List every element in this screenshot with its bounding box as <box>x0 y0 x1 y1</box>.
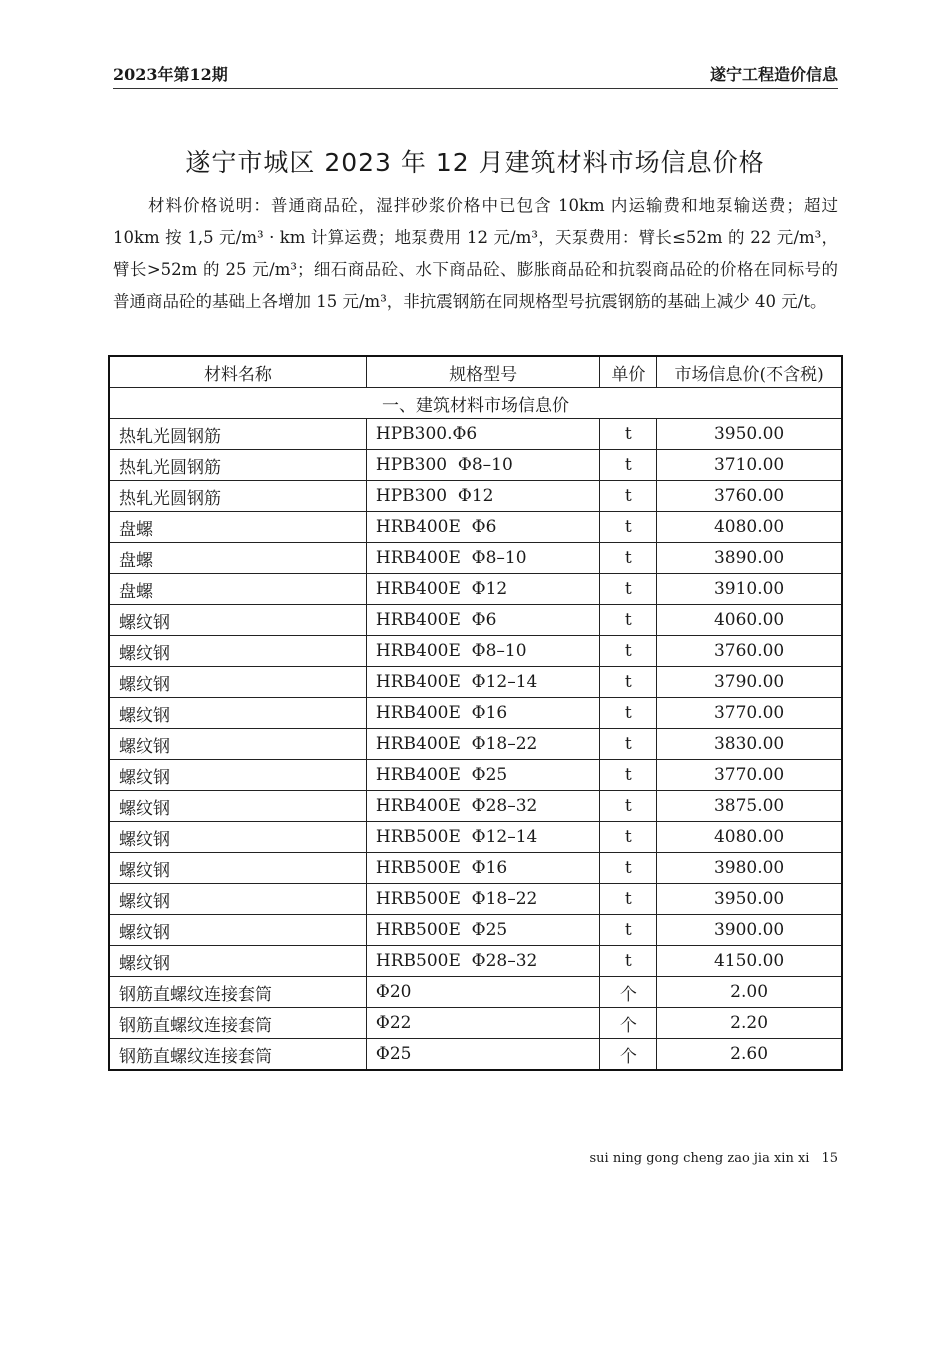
cell-unit: t <box>600 636 657 667</box>
cell-spec: Φ20 <box>366 977 600 1008</box>
cell-name: 螺纹钢 <box>109 729 366 760</box>
cell-price: 3830.00 <box>657 729 842 760</box>
table-row <box>109 853 842 884</box>
price-description <box>113 190 838 318</box>
cell-spec: HPB300 Φ8–10 <box>366 450 600 481</box>
cell-unit: t <box>600 667 657 698</box>
cell-price: 3900.00 <box>657 915 842 946</box>
table-row <box>109 419 842 450</box>
table-row <box>109 698 842 729</box>
cell-unit: t <box>600 698 657 729</box>
table-row <box>109 636 842 667</box>
cell-price: 3875.00 <box>657 791 842 822</box>
table-row <box>109 450 842 481</box>
cell-name: 螺纹钢 <box>109 605 366 636</box>
cell-name: 盘螺 <box>109 512 366 543</box>
table-row <box>109 1039 842 1071</box>
footer-pinyin: sui ning gong cheng zao jia xin xi <box>589 1151 810 1166</box>
cell-price: 3790.00 <box>657 667 842 698</box>
cell-spec: HRB400E Φ12 <box>366 574 600 605</box>
cell-spec: HRB500E Φ28–32 <box>366 946 600 977</box>
cell-name: 螺纹钢 <box>109 853 366 884</box>
cell-unit: 个 <box>600 977 657 1008</box>
cell-unit: 个 <box>600 1008 657 1039</box>
cell-spec: Φ25 <box>366 1039 600 1071</box>
cell-unit: t <box>600 729 657 760</box>
cell-unit: t <box>600 605 657 636</box>
cell-name: 螺纹钢 <box>109 698 366 729</box>
cell-spec: HRB400E Φ8–10 <box>366 543 600 574</box>
cell-price: 4080.00 <box>657 512 842 543</box>
table-row <box>109 822 842 853</box>
cell-name: 钢筋直螺纹连接套筒 <box>109 977 366 1008</box>
cell-name: 螺纹钢 <box>109 636 366 667</box>
cell-price: 2.00 <box>657 977 842 1008</box>
cell-price: 4080.00 <box>657 822 842 853</box>
cell-price: 3950.00 <box>657 884 842 915</box>
cell-name: 钢筋直螺纹连接套筒 <box>109 1008 366 1039</box>
cell-unit: t <box>600 481 657 512</box>
cell-spec: HRB400E Φ18–22 <box>366 729 600 760</box>
table-row <box>109 574 842 605</box>
page-number: 15 <box>821 1151 838 1166</box>
cell-spec: HRB500E Φ25 <box>366 915 600 946</box>
cell-price: 3770.00 <box>657 698 842 729</box>
table-row <box>109 1008 842 1039</box>
column-header-unit: 单价 <box>600 356 657 388</box>
cell-price: 3760.00 <box>657 636 842 667</box>
cell-name: 盘螺 <box>109 574 366 605</box>
cell-price: 4150.00 <box>657 946 842 977</box>
cell-spec: HRB400E Φ8–10 <box>366 636 600 667</box>
cell-name: 热轧光圆钢筋 <box>109 419 366 450</box>
cell-unit: 个 <box>600 1039 657 1071</box>
price-table <box>108 355 843 1071</box>
cell-unit: t <box>600 946 657 977</box>
table-row <box>109 884 842 915</box>
cell-spec: HRB400E Φ28–32 <box>366 791 600 822</box>
table-row <box>109 667 842 698</box>
cell-spec: HRB400E Φ12–14 <box>366 667 600 698</box>
cell-unit: t <box>600 884 657 915</box>
cell-name: 盘螺 <box>109 543 366 574</box>
cell-unit: t <box>600 853 657 884</box>
cell-price: 4060.00 <box>657 605 842 636</box>
cell-spec: HRB400E Φ25 <box>366 760 600 791</box>
cell-spec: HPB300 Φ12 <box>366 481 600 512</box>
cell-unit: t <box>600 822 657 853</box>
cell-unit: t <box>600 791 657 822</box>
section-row <box>109 388 842 419</box>
cell-price: 3770.00 <box>657 760 842 791</box>
cell-name: 螺纹钢 <box>109 946 366 977</box>
cell-spec: HRB400E Φ16 <box>366 698 600 729</box>
cell-price: 3760.00 <box>657 481 842 512</box>
cell-price: 3950.00 <box>657 419 842 450</box>
cell-name: 螺纹钢 <box>109 791 366 822</box>
cell-price: 2.60 <box>657 1039 842 1071</box>
column-header-price: 市场信息价(不含税) <box>657 356 842 388</box>
page-title: 遂宁市城区 2023 年 12 月建筑材料市场信息价格 <box>185 148 765 177</box>
cell-unit: t <box>600 543 657 574</box>
table-row <box>109 605 842 636</box>
table-row <box>109 946 842 977</box>
cell-name: 热轧光圆钢筋 <box>109 450 366 481</box>
cell-name: 螺纹钢 <box>109 667 366 698</box>
table-row <box>109 512 842 543</box>
table-row <box>109 760 842 791</box>
column-header-name: 材料名称 <box>109 356 366 388</box>
cell-price: 3710.00 <box>657 450 842 481</box>
cell-price: 2.20 <box>657 1008 842 1039</box>
cell-spec: HRB500E Φ16 <box>366 853 600 884</box>
section-title: 一、建筑材料市场信息价 <box>109 388 842 419</box>
cell-spec: Φ22 <box>366 1008 600 1039</box>
publication-name: 遂宁工程造价信息 <box>709 65 838 84</box>
description-text: 材料价格说明：普通商品砼，湿拌砂浆价格中已包含 10km 内运输费和地泵输送费；超过 10km 按 1,5 元/m³ · km 计算运费；地泵费用 12 元/m³，天泵费用：臂长≤52m 的 22 元/m³，臂长>52m 的 25 元/m³；细石商品砼、水下商品砼、膨胀商品砼和抗裂商品砼的价格在同标号的普通商品砼的基础上各增加 15 元/m³，非抗震钢筋在同规格型号抗震钢筋的基础上减少 40 元/t。 <box>113 196 838 311</box>
cell-unit: t <box>600 450 657 481</box>
column-header-spec: 规格型号 <box>366 356 600 388</box>
cell-unit: t <box>600 419 657 450</box>
cell-name: 螺纹钢 <box>109 760 366 791</box>
table-row <box>109 977 842 1008</box>
cell-unit: t <box>600 574 657 605</box>
cell-price: 3980.00 <box>657 853 842 884</box>
page-header <box>113 62 838 89</box>
cell-name: 热轧光圆钢筋 <box>109 481 366 512</box>
table-row <box>109 481 842 512</box>
cell-spec: HPB300.Φ6 <box>366 419 600 450</box>
cell-name: 螺纹钢 <box>109 915 366 946</box>
cell-spec: HRB400E Φ6 <box>366 605 600 636</box>
cell-unit: t <box>600 512 657 543</box>
page-footer <box>590 1151 839 1166</box>
cell-unit: t <box>600 760 657 791</box>
issue-label: 2023年第12期 <box>113 65 228 84</box>
table-row <box>109 915 842 946</box>
table-row <box>109 791 842 822</box>
cell-name: 钢筋直螺纹连接套筒 <box>109 1039 366 1071</box>
cell-unit: t <box>600 915 657 946</box>
cell-name: 螺纹钢 <box>109 822 366 853</box>
cell-price: 3910.00 <box>657 574 842 605</box>
table-row <box>109 543 842 574</box>
table-header-row <box>109 356 842 388</box>
table-row <box>109 729 842 760</box>
cell-spec: HRB500E Φ12–14 <box>366 822 600 853</box>
cell-name: 螺纹钢 <box>109 884 366 915</box>
cell-price: 3890.00 <box>657 543 842 574</box>
table-body <box>109 388 842 1071</box>
cell-spec: HRB400E Φ6 <box>366 512 600 543</box>
cell-spec: HRB500E Φ18–22 <box>366 884 600 915</box>
